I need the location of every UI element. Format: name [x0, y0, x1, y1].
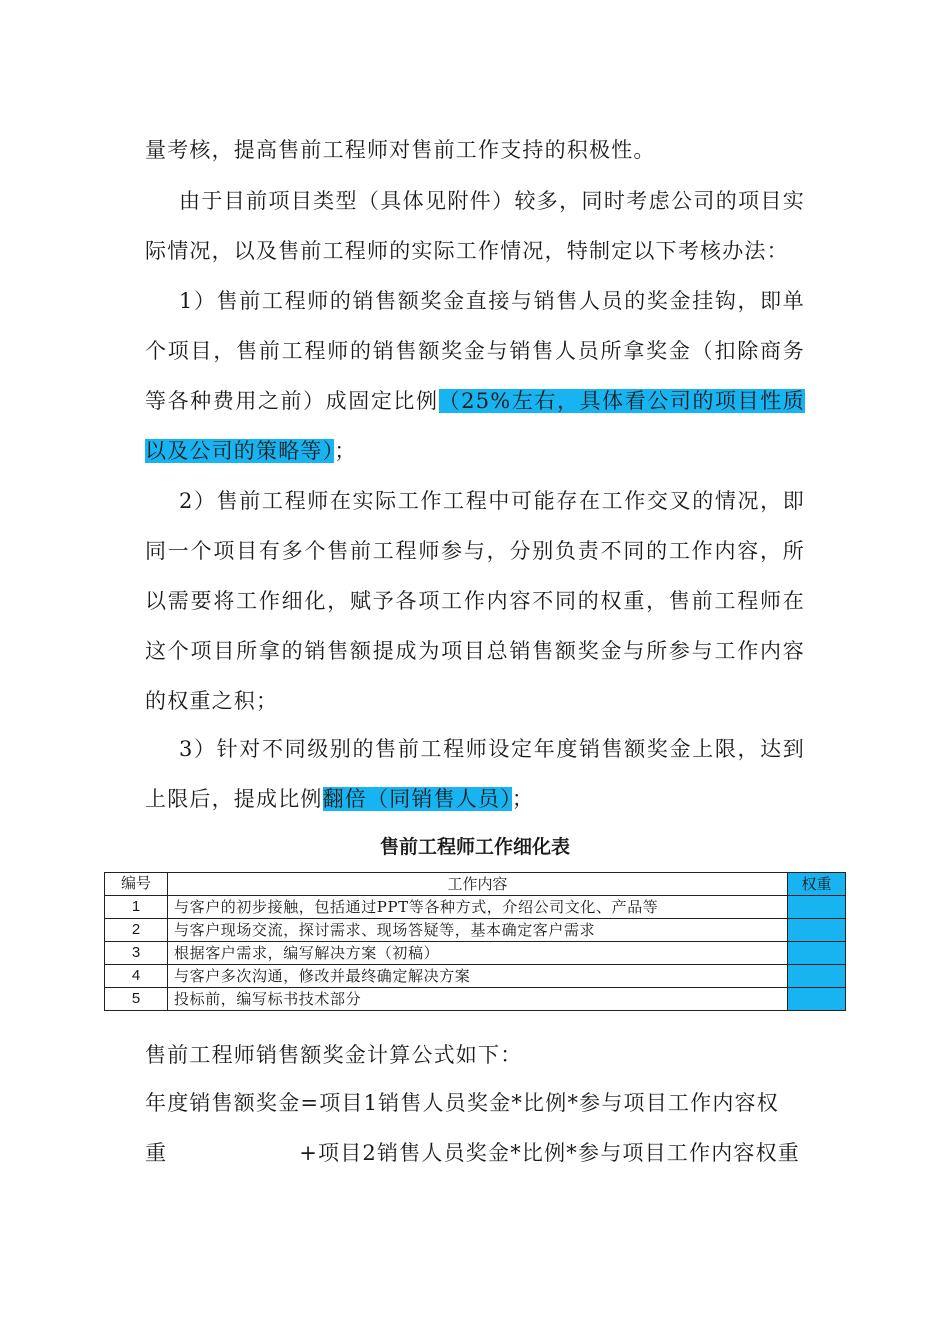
paragraph-text: 3）针对不同级别的售前工程师设定年度销售额奖金上限，达到上限后，提成比例	[145, 737, 805, 811]
table-row	[105, 965, 846, 988]
table-header-row	[105, 873, 846, 896]
row-content: 与客户的初步接触，包括通过PPT等各种方式，介绍公司文化、产品等	[168, 896, 788, 919]
column-header-weight: 权重	[788, 873, 846, 896]
highlighted-text: 翻倍（同销售人员）	[322, 787, 512, 811]
table-row	[105, 896, 846, 919]
table-row	[105, 919, 846, 942]
table-row	[105, 942, 846, 965]
paragraph-text: 1）售前工程师的销售额奖金直接与销售人员的奖金挂钩，即单个项目，售前工程师的销售额奖金与销售人员所拿奖金（扣除商务等各种费用之前）成固定比例	[145, 289, 805, 413]
formula-line-1: 年度销售额奖金=项目1销售人员奖金*比例*参与项目工作内容权重	[145, 1091, 779, 1165]
row-weight	[788, 942, 846, 965]
table-row	[105, 988, 846, 1011]
paragraph-end: ；	[511, 787, 535, 811]
row-number: 5	[105, 988, 168, 1011]
row-weight	[788, 919, 846, 942]
column-header-content: 工作内容	[168, 873, 788, 896]
paragraph-text: 2）售前工程师在实际工作工程中可能存在工作交叉的情况，即同一个项目有多个售前工程师参与，分别负责不同的工作内容，所以需要将工作细化，赋予各项工作内容不同的权重，售前工程师在这个项目所拿的销售额提成为项目总销售额奖金与所参与工作内容的权重之积；	[145, 489, 805, 713]
paragraph-rule-1	[145, 276, 805, 476]
highlighted-text: （25%左右，具体看公司的项目性质以及公司的策略等）	[145, 389, 805, 463]
row-number: 2	[105, 919, 168, 942]
paragraph-rule-2	[145, 476, 805, 726]
row-number: 4	[105, 965, 168, 988]
paragraph-rule-3	[145, 724, 805, 824]
table-title: 售前工程师工作细化表	[379, 836, 570, 858]
paragraph-end: ；	[334, 439, 357, 463]
paragraph-continuation	[145, 125, 805, 175]
row-number: 1	[105, 896, 168, 919]
paragraph-text: 量考核，提高售前工程师对售前工作支持的积极性。	[145, 138, 656, 162]
column-header-number: 编号	[105, 873, 168, 896]
row-content: 与客户现场交流，探讨需求、现场答疑等，基本确定客户需求	[168, 919, 788, 942]
work-breakdown-table	[104, 872, 846, 1011]
row-content: 投标前，编写标书技术部分	[168, 988, 788, 1011]
row-content: 根据客户需求，编写解决方案（初稿）	[168, 942, 788, 965]
row-weight	[788, 896, 846, 919]
formula-intro: 售前工程师销售额奖金计算公式如下：	[145, 1043, 523, 1067]
paragraph-intro	[145, 176, 805, 276]
paragraph-text: 由于目前项目类型（具体见附件）较多，同时考虑公司的项目实际情况，以及售前工程师的实际工作情况，特制定以下考核办法：	[145, 189, 805, 263]
row-weight	[788, 965, 846, 988]
row-number: 3	[105, 942, 168, 965]
row-weight	[788, 988, 846, 1011]
row-content: 与客户多次沟通，修改并最终确定解决方案	[168, 965, 788, 988]
formula-line-2: +项目2销售人员奖金*比例*参与项目工作内容权重	[299, 1141, 800, 1165]
